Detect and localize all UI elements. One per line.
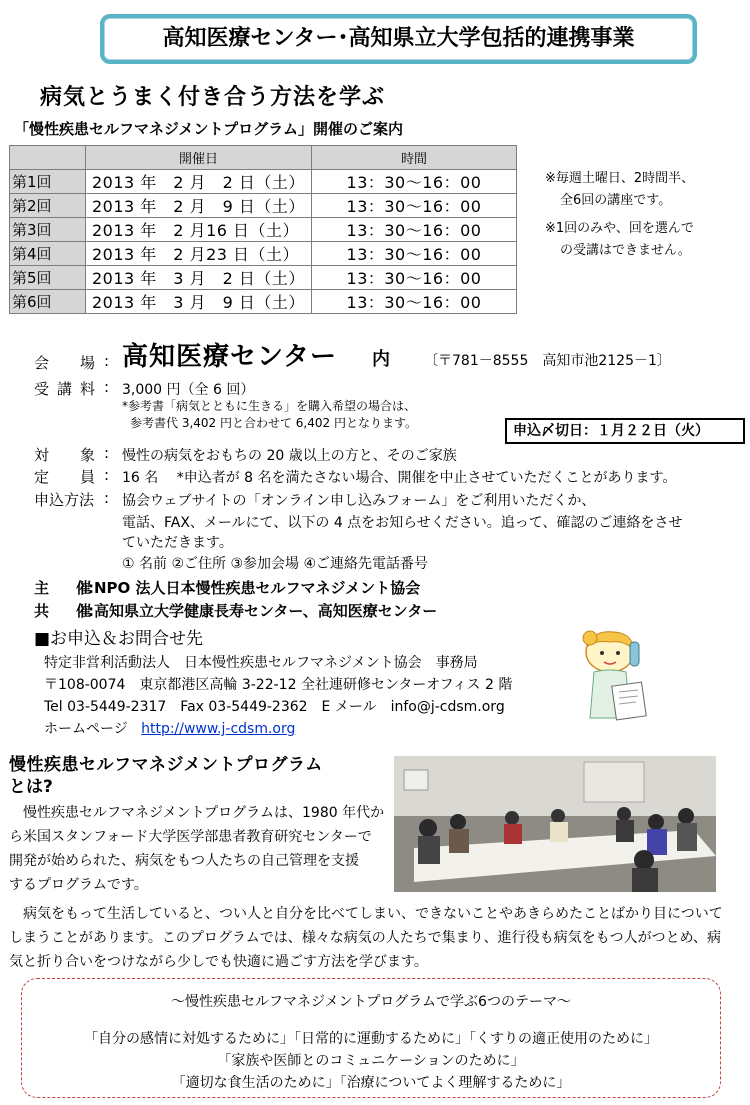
venue-suffix: 内 xyxy=(372,349,390,370)
table-row xyxy=(10,266,517,290)
cosponsor-label: 共 催 xyxy=(34,602,98,620)
capacity-value: 16 名 *申込者が 8 名を満たさない場合、開催を中止させていただくことがあります。 xyxy=(122,470,677,486)
table-header-blank xyxy=(10,146,86,170)
table-header-row xyxy=(10,146,517,170)
contact-phone: Tel 03-5449-2317 Fax 03-5449-2362 E メール info@j-cdsm.org xyxy=(44,699,505,715)
apply-line-4: ① 名前 ②ご住所 ③参加会場 ④ご連絡先電話番号 xyxy=(122,556,429,572)
apply-line-3: ていただきます。 xyxy=(122,535,233,551)
capacity-label: 定 員 xyxy=(34,468,104,486)
apply-line-2: 電話、FAX、メールにて、以下の 4 点をお知らせください。追って、確認のご連絡をさせ xyxy=(122,515,683,531)
row-time: 13：30～16：00 xyxy=(312,290,517,314)
row-label: 第5回 xyxy=(10,266,86,290)
row-date: 2013 年 2 月16 日（土） xyxy=(86,218,312,242)
deadline-box: 申込〆切日：１月２２日（火） xyxy=(505,418,745,444)
row-date: 2013 年 2 月 9 日（土） xyxy=(86,194,312,218)
contact-title: ■お申込＆お問合せ先 xyxy=(34,629,204,649)
apply-line-1: 協会ウェブサイトの「オンライン申し込みフォーム」をご利用いただくか、 xyxy=(122,493,596,509)
apply-label: 申込方法 xyxy=(34,491,95,509)
homepage-link[interactable]: http://www.j-cdsm.org xyxy=(141,721,296,737)
about-p1-line-4: するプログラムです。 xyxy=(9,877,148,893)
cosponsor-value: :高知県立大学健康長寿センター、高知医療センター xyxy=(88,602,438,620)
homepage-label: ホームページ xyxy=(44,721,128,737)
schedule-note-1: ※毎週土曜日、2時間半、 xyxy=(545,171,695,186)
about-title-1: 慢性疾患セルフマネジメントプログラム xyxy=(9,755,323,775)
fee-label: 受講料 xyxy=(34,380,104,398)
about-p1-line-3: 開発が始められた、病気をもつ人たちの自己管理を支援 xyxy=(9,853,359,869)
contact-address: 〒108-0074 東京都港区高輪 3-22-12 全社連研修センターオフィス 2 階 xyxy=(44,677,513,693)
about-p2-line-3: 気と折り合いをつけながら少しでも快適に過ごす方法を学びます。 xyxy=(9,954,428,970)
fee-value: 3,000 円（全 6 回） xyxy=(122,382,255,398)
themes-title: ～慢性疾患セルフマネジメントプログラムで学ぶ6つのテーマ～ xyxy=(171,994,571,1010)
venue-address: 〔〒781－8555 高知市池2125－1〕 xyxy=(424,353,671,369)
table-row xyxy=(10,218,517,242)
fee-note-1: *参考書「病気とともに生きる」を購入希望の場合は、 xyxy=(122,399,417,413)
row-time: 13：30～16：00 xyxy=(312,266,517,290)
target-label: 対 象 xyxy=(34,446,104,464)
row-label: 第2回 xyxy=(10,194,86,218)
row-time: 13：30～16：00 xyxy=(312,194,517,218)
row-label: 第6回 xyxy=(10,290,86,314)
row-label: 第3回 xyxy=(10,218,86,242)
venue-name: 高知医療センター xyxy=(122,342,337,372)
themes-line-3: 「適切な食生活のために」「治療についてよく理解するために」 xyxy=(171,1075,571,1091)
row-date: 2013 年 3 月 2 日（土） xyxy=(86,266,312,290)
table-header-date: 開催日 xyxy=(86,146,312,170)
row-label: 第4回 xyxy=(10,242,86,266)
capacity-colon: : xyxy=(104,466,110,484)
table-row xyxy=(10,242,517,266)
about-p2-line-2: しまうことがあります。このプログラムでは、様々な病気の人たちで集まり、進行役も病気をもつ人がつとめ、病 xyxy=(9,930,722,946)
venue-colon: : xyxy=(104,352,110,370)
row-label: 第1回 xyxy=(10,170,86,194)
organizer-value: :NPO 法人日本慢性疾患セルフマネジメント協会 xyxy=(88,579,421,597)
contact-homepage xyxy=(44,718,295,738)
about-p2-line-1: 病気をもって生活していると、つい人と自分を比べてしまい、できないことやあきらめたことばかり目について xyxy=(9,906,723,922)
target-colon: : xyxy=(104,444,110,462)
table-header-time: 時間 xyxy=(312,146,517,170)
schedule-table xyxy=(9,145,517,314)
schedule-note-3: ※1回のみや、回を選んで xyxy=(545,221,694,236)
about-p1-line-2: ら米国スタンフォード大学医学部患者教育研究センターで xyxy=(9,829,372,845)
themes-line-1: 「自分の感情に対処するために」「日常的に運動するために」「くすりの適正使用のために」 xyxy=(84,1031,658,1047)
about-title-2: とは? xyxy=(9,777,53,797)
fee-colon: : xyxy=(104,378,110,396)
row-date: 2013 年 3 月 9 日（土） xyxy=(86,290,312,314)
banner xyxy=(100,14,697,64)
table-row xyxy=(10,170,517,194)
table-row xyxy=(10,194,517,218)
apply-colon: : xyxy=(104,489,110,507)
themes-line-2: 「家族や医師とのコミュニケーションのために」 xyxy=(217,1053,525,1069)
contact-org: 特定非営利活動法人 日本慢性疾患セルフマネジメント協会 事務局 xyxy=(44,655,478,671)
schedule-note-4: の受講はできません。 xyxy=(560,243,691,258)
schedule-note-2: 全6回の講座です。 xyxy=(560,193,672,208)
banner-title: 高知医療センター･高知県立大学包括的連携事業 xyxy=(162,26,635,51)
row-time: 13：30～16：00 xyxy=(312,170,517,194)
row-time: 13：30～16：00 xyxy=(312,242,517,266)
meeting-photo xyxy=(394,756,716,892)
target-value: 慢性の病気をおもちの 20 歳以上の方と、そのご家族 xyxy=(122,448,457,464)
venue-label: 会 場 xyxy=(34,354,104,372)
row-date: 2013 年 2 月 2 日（土） xyxy=(86,170,312,194)
page-title: 病気とうまく付き合う方法を学ぶ xyxy=(40,85,386,110)
row-date: 2013 年 2 月23 日（土） xyxy=(86,242,312,266)
row-time: 13：30～16：00 xyxy=(312,218,517,242)
table-row xyxy=(10,290,517,314)
fee-note-2: 参考書代 3,402 円と合わせて 6,402 円となります。 xyxy=(130,416,418,430)
about-p1-line-1: 慢性疾患セルフマネジメントプログラムは、1980 年代か xyxy=(9,805,385,821)
page-subtitle: 「慢性疾患セルフマネジメントプログラム」開催のご案内 xyxy=(14,120,403,138)
organizer-label: 主 催 xyxy=(34,579,98,597)
telephone-woman-illustration xyxy=(574,628,660,728)
